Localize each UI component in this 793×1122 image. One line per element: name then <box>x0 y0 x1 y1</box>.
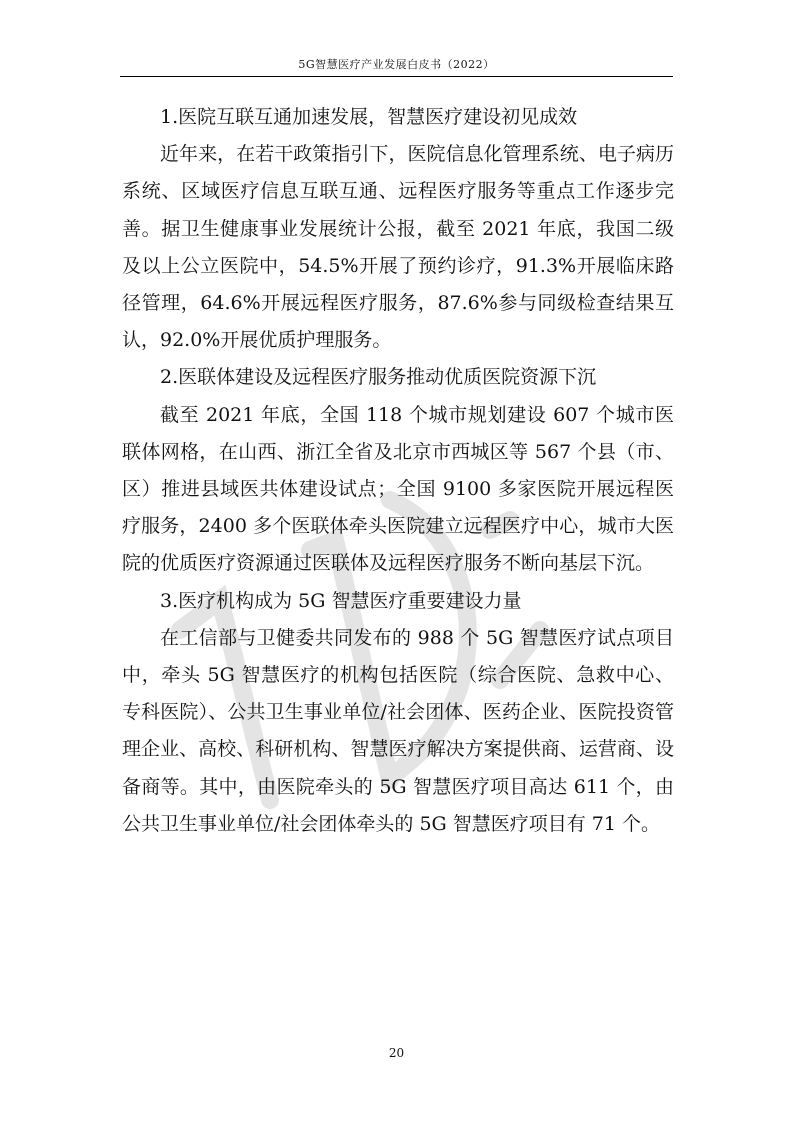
section-1-paragraph: 近年来，在若干政策指引下，医院信息化管理系统、电子病历系统、区域医疗信息互联互通、远程医疗服务等重点工作逐步完善。据卫生健康事业发展统计公报，截至 2021 年底，我国二级及以上公立医院中，54.5%开展了预约诊疗，91.3%开展临床路径管理，64.6%开展远程医疗服务，87.6%参与同级检查结果互认，92.0%开展优质护理服务。 <box>122 143 674 352</box>
document-body <box>122 99 674 843</box>
section-2-heading: 2.医联体建设及远程医疗服务推动优质医院资源下沉 <box>160 366 597 389</box>
section-1-heading: 1.医院互联互通加速发展，智慧医疗建设初见成效 <box>160 106 578 128</box>
section-3-heading: 3.医疗机构成为 5G 智慧医疗重要建设力量 <box>160 589 522 612</box>
section-2-paragraph: 截至 2021 年底，全国 118 个城市规划建设 607 个城市医联体网格，在山西、浙江全省及北京市西城区等 567 个县（市、区）推进县域医共体建设试点；全国 9100 多家医院开展远程医疗服务，2400 多个医联体牵头医院建立远程医疗中心，城市大医院的优质医疗资源通过医联体及远程医疗服务不断向基层下沉。 <box>122 403 674 575</box>
page-number: 20 <box>388 1046 405 1060</box>
running-header: 5G智慧医疗产业发展白皮书（2022） <box>298 58 495 71</box>
header-rule <box>120 76 673 77</box>
section-3-paragraph: 在工信部与卫健委共同发布的 988 个 5G 智慧医疗试点项目中，牵头 5G 智慧医疗的机构包括医院（综合医院、急救中心、专科医院）、公共卫生事业单位/社会团体、医药企业、医院投资管理企业、高校、科研机构、智慧医疗解决方案提供商、运营商、设备商等。其中，由医院牵头的 5G 智慧医疗项目高达 611 个，由公共卫生事业单位/社会团体牵头的 5G 智慧医疗项目有 71 个。 <box>122 626 674 835</box>
